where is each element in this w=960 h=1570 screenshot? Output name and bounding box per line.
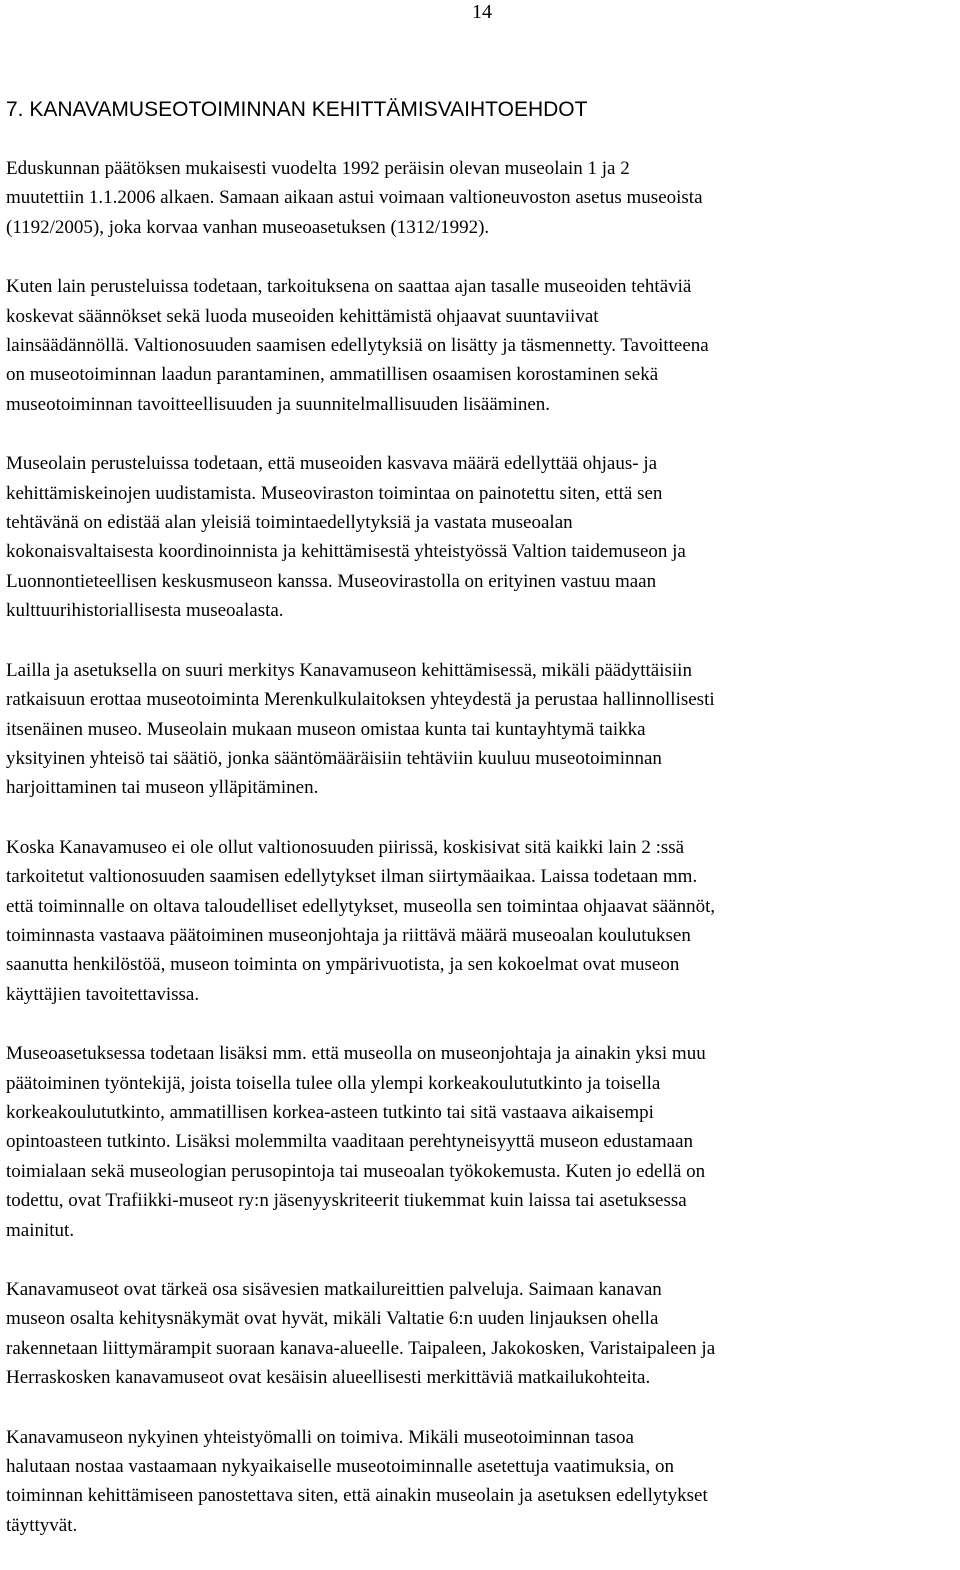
- paragraph: [6, 449, 954, 625]
- text-line: korkeakoulututkinto, ammatillisen korkea-asteen tutkinto tai sitä vastaava aikaisempi: [6, 1101, 654, 1123]
- text-line: (1192/2005), joka korvaa vanhan museoasetuksen (1312/1992).: [6, 216, 490, 238]
- text-line: yksityinen yhteisö tai säätiö, jonka sääntömääräisiin tehtäviin kuuluu museotoiminnan: [6, 747, 662, 769]
- text-line: kulttuurihistoriallisesta museoalasta.: [6, 600, 284, 622]
- paragraph: [6, 1275, 954, 1393]
- paragraph: [6, 154, 954, 242]
- text-line: saanutta henkilöstöä, museon toiminta on ympärivuotista, ja sen kokoelmat ovat museon: [6, 954, 680, 976]
- text-line: muutettiin 1.1.2006 alkaen. Samaan aikaan astui voimaan valtioneuvoston asetus museoista: [6, 187, 703, 209]
- text-line: toiminnan kehittämiseen panostettava siten, että ainakin museolain ja asetuksen edellytykset: [6, 1485, 708, 1507]
- paragraph: [6, 1423, 954, 1541]
- text-line: päätoiminen työntekijä, joista toisella tulee olla ylempi korkeakoulututkinto ja toisella: [6, 1072, 661, 1094]
- text-line: käyttäjien tavoitettavissa.: [6, 983, 200, 1005]
- paragraph: [6, 833, 954, 1009]
- paragraph: [6, 1039, 954, 1245]
- paragraph: [6, 272, 954, 419]
- text-line: toiminnasta vastaava päätoiminen museonjohtaja ja riittävä määrä museoalan koulutuksen: [6, 924, 691, 946]
- text-line: on museotoiminnan laadun parantaminen, ammatillisen osaamisen korostaminen sekä: [6, 364, 659, 386]
- text-line: Museoasetuksessa todetaan lisäksi mm. että museolla on museonjohtaja ja ainakin yksi muu: [6, 1043, 706, 1065]
- text-line: mainitut.: [6, 1219, 75, 1241]
- text-line: koskevat säännökset sekä luoda museoiden kehittämistä ohjaavat suuntaviivat: [6, 305, 599, 327]
- text-line: Luonnontieteellisen keskusmuseon kanssa. Museovirastolla on erityinen vastuu maan: [6, 570, 657, 592]
- text-line: tarkoitetut valtionosuuden saamisen edellytykset ilman siirtymäaikaa. Laissa todetaan mm.: [6, 866, 698, 888]
- text-line: Kanavamuseon nykyinen yhteistyömalli on toimiva. Mikäli museotoiminnan tasoa: [6, 1426, 634, 1448]
- text-line: itsenäinen museo. Museolain mukaan museon omistaa kunta tai kuntayhtymä taikka: [6, 718, 646, 740]
- text-line: täyttyvät.: [6, 1514, 78, 1536]
- text-line: todettu, ovat Trafiikki-museot ry:n jäsenyyskriteerit tiukemmat kuin laissa tai asetuksessa: [6, 1190, 687, 1212]
- text-line: Lailla ja asetuksella on suuri merkitys Kanavamuseon kehittämisessä, mikäli päädyttäisiin: [6, 659, 692, 681]
- text-line: Eduskunnan päätöksen mukaisesti vuodelta 1992 peräisin olevan museolain 1 ja 2: [6, 158, 630, 179]
- text-line: Kanavamuseot ovat tärkeä osa sisävesien matkailureittien palveluja. Saimaan kanavan: [6, 1279, 662, 1300]
- text-line: opintoasteen tutkinto. Lisäksi molemmilta vaaditaan perehtyneisyyttä museon edustamaan: [6, 1131, 693, 1153]
- text-line: halutaan nostaa vastaamaan nykyaikaiselle museotoiminnalle asetettuja vaatimuksia, on: [6, 1456, 674, 1478]
- text-line: Herraskosken kanavamuseot ovat kesäisin alueellisesti merkittäviä matkailukohteita.: [6, 1367, 651, 1389]
- text-line: Koska Kanavamuseo ei ole ollut valtionosuuden piirissä, koskisivat sitä kaikki lain 2 :ssä: [6, 836, 685, 858]
- document-body: [6, 154, 954, 1570]
- text-line: lainsäädännöllä. Valtionosuuden saamisen edellytyksiä on lisätty ja täsmennetty. Tavoitteena: [6, 335, 709, 357]
- text-line: Museolain perusteluissa todetaan, että museoiden kasvava määrä edellyttää ohjaus- ja: [6, 453, 658, 475]
- text-line: että toiminnalle on oltava taloudelliset edellytykset, museolla sen toimintaa ohjaavat säännöt,: [6, 895, 716, 917]
- text-line: kokonaisvaltaisesta koordinoinnista ja kehittämisestä yhteistyössä Valtion taidemuseon ja: [6, 541, 686, 563]
- text-line: tehtävänä on edistää alan yleisiä toimintaedellytyksiä ja vastata museoalan: [6, 512, 573, 534]
- text-line: toimialaan sekä museologian perusopintoja tai museoalan työkokemusta. Kuten jo edellä on: [6, 1160, 706, 1182]
- text-line: museotoiminnan tavoitteellisuuden ja suunnitelmallisuuden lisääminen.: [6, 393, 551, 415]
- text-line: kehittämiskeinojen uudistamista. Museoviraston toimintaa on painotettu siten, että sen: [6, 482, 663, 504]
- text-line: Kuten lain perusteluissa todetaan, tarkoituksena on saattaa ajan tasalle museoiden tehtäviä: [6, 276, 692, 298]
- text-line: museon osalta kehitysnäkymät ovat hyvät, mikäli Valtatie 6:n uuden linjauksen ohella: [6, 1308, 659, 1330]
- text-line: ratkaisuun erottaa museotoiminta Merenkulkulaitoksen yhteydestä ja perustaa hallinnollisesti: [6, 689, 715, 711]
- text-line: rakennetaan liittymärampit suoraan kanava-alueelle. Taipaleen, Jakokosken, Varistaipaleen ja: [6, 1337, 716, 1359]
- section-heading: 7. KANAVAMUSEOTOIMINNAN KEHITTÄMISVAIHTOEHDOT: [6, 98, 588, 121]
- paragraph: [6, 656, 954, 803]
- page-number: 14: [472, 1, 492, 23]
- text-line: harjoittaminen tai museon ylläpitäminen.: [6, 777, 319, 799]
